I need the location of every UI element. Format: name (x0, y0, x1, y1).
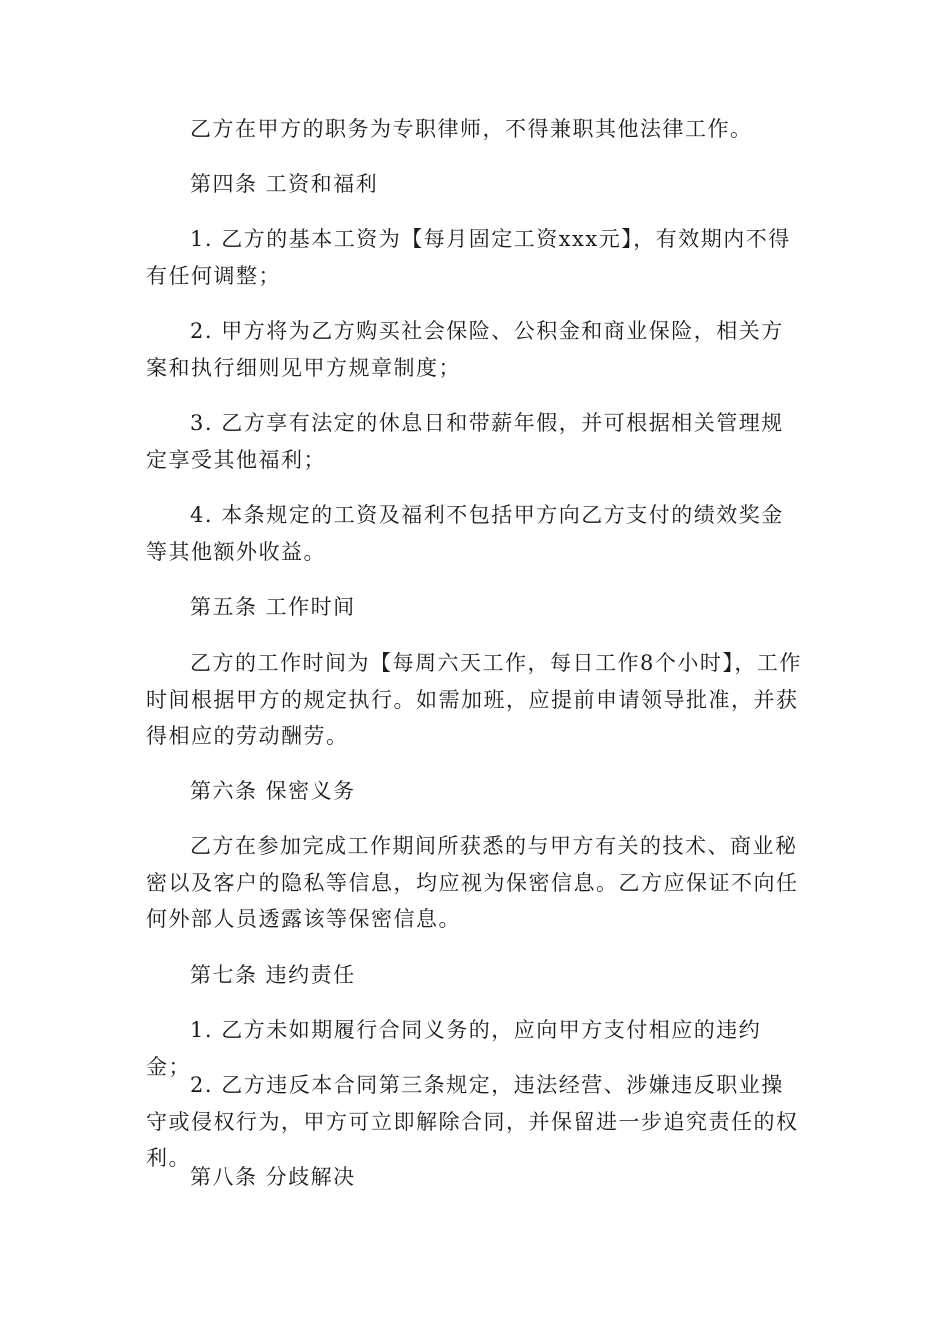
paragraph-article-4-item-1: 1. 乙方的基本工资为【每月固定工资xxx元】，有效期内不得有任何调整； (146, 227, 791, 288)
paragraph-article-7-item-2: 2. 乙方违反本合同第三条规定，违法经营、涉嫌违反职业操守或侵权行为，甲方可立即解除合同，并保留进一步追究责任的权利。 (146, 1073, 799, 1171)
paragraph-article-7-item-1: 1. 乙方未如期履行合同义务的，应向甲方支付相应的违约金； (146, 1018, 762, 1079)
paragraph-article-4-item-2: 2. 甲方将为乙方购买社会保险、公积金和商业保险，相关方案和执行细则见甲方规章制度； (146, 319, 784, 380)
heading-article-6: 第六条 保密义务 (190, 779, 356, 803)
paragraph-article-4-item-4: 4. 本条规定的工资及福利不包括甲方向乙方支付的绩效奖金等其他额外收益。 (146, 503, 784, 564)
paragraph-position-duty: 乙方在甲方的职务为专职律师，不得兼职其他法律工作。 (190, 117, 753, 141)
heading-article-8: 第八条 分歧解决 (190, 1165, 356, 1189)
paragraph-article-4-item-3: 3. 乙方享有法定的休息日和带薪年假，并可根据相关管理规定享受其他福利； (146, 411, 784, 472)
heading-article-4: 第四条 工资和福利 (190, 172, 379, 196)
heading-article-7: 第七条 违约责任 (190, 963, 356, 987)
paragraph-article-5: 乙方的工作时间为【每周六天工作，每日工作8个小时】，工作时间根据甲方的规定执行。如需加班，应提前申请领导批准，并获得相应的劳动酬劳。 (146, 651, 802, 749)
heading-article-5: 第五条 工作时间 (190, 595, 356, 619)
paragraph-article-6: 乙方在参加完成工作期间所获悉的与甲方有关的技术、商业秘密以及客户的隐私等信息，均应视为保密信息。乙方应保证不向任何外部人员透露该等保密信息。 (146, 834, 799, 932)
